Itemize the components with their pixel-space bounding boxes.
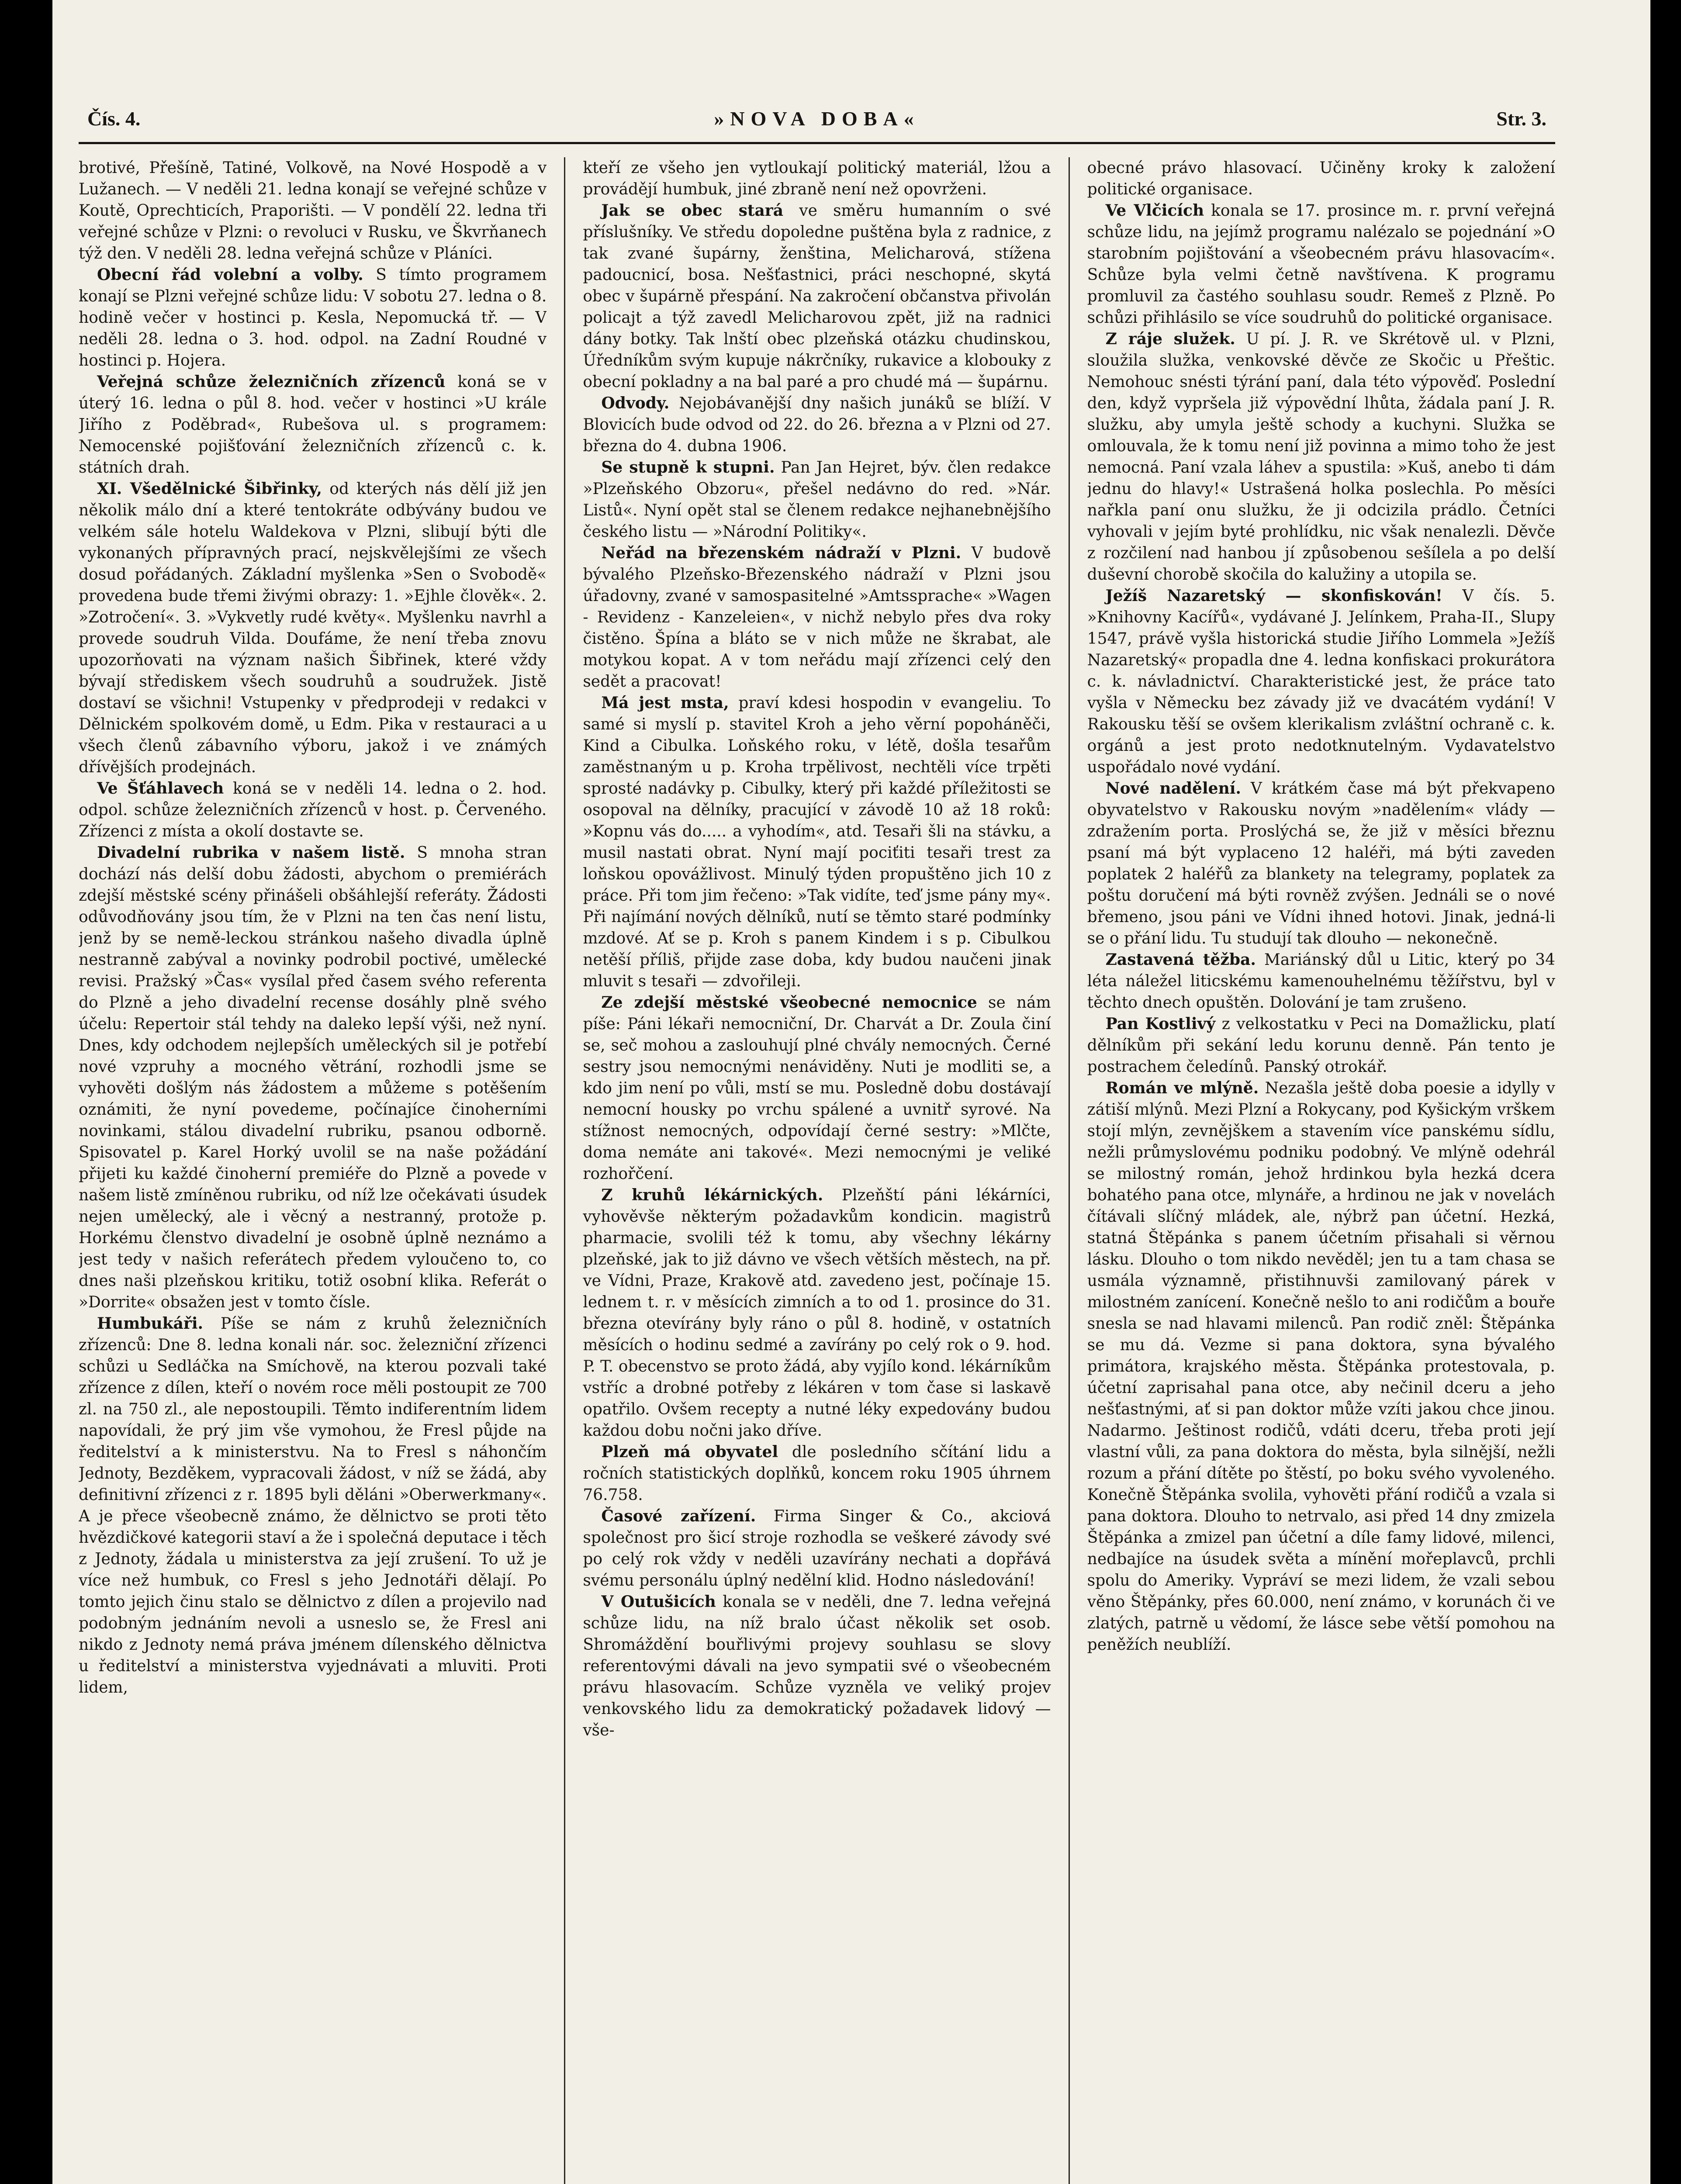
article xyxy=(1087,778,1555,949)
article-text: Firma Singer & Co., akciová společnost pro šicí stroje rozhodla se veškeré závody své po celý rok vždy v neděli uzavírány nechati a dopřává svému personálu úplný nedělní klid. Hodno následování! xyxy=(583,1507,1051,1590)
article-heading: Divadelní rubrika v našem listě. xyxy=(97,843,405,862)
scan-edge-right xyxy=(1650,0,1681,2184)
article-text: Mariánský důl u Litic, který po 34 léta náležel liticskému kamenouhelnému těžířstvu, byl v těchto dnech opuštěn. Dolování je tam zrušeno. xyxy=(1087,951,1555,1012)
article-text: V budově bývalého Plzeňsko-Březenského nádraží v Plzni jsou úřadovny, zvané v samospasitelné »Amtssprache« »Wagen - Revidenz - Kanzeleien«, v nichž nebylo přes dva roky čistěno. Špína a bláto se v nich může ne škrabat, ale motykou kopat. A v tom neřádu mají zřízenci celý den sedět a pracovat! xyxy=(583,544,1051,691)
article xyxy=(79,1313,546,1698)
article-heading: Ve Šťáhlavech xyxy=(97,779,224,798)
article-text: Nezašla ještě doba poesie a idylly v zátiší mlýnů. Mezi Plzní a Rokycany, pod Kyšickým vrškem stojí mlýn, zevnějškem a stavením více panskému sídlu, nežli průmyslovému podniku podobný. Ve mlýně odehrál se milostný román, jehož hrdinkou byla hezká dcera bohatého pana otce, mlynáře, a hrdinou ne jak v novelách čítávali slíčný mládek, ale, nýbrž pan účetní. Hezká, statná Štěpánka s panem účetním přisahali si věrnou lásku. Dlouho o tom nikdo nevěděl; jen tu a tam chasa se usmála významně, přistihnuvši zamilovaný párek v milostném zanícení. Konečně nešlo to ani rodičům a bouře snesla se nad hlavami milenců. Pan rodič zněl: Štěpánka se mu dá. Vezme si pana doktora, syna bývalého primátora, krajského města. Štěpánka protestovala, p. účetní zaprisahal pana otce, aby nečinil dceru a jeho nešťastnými, ať si pan doktor může vzíti jakou chce jinou. Nadarmo. Ještinost rodičů, vdáti dceru, třeba proti její vlastní vůli, za pana doktora do města, byla silnější, nežli rozum a přání dítěte po štěstí, po boku svého vyvoleného. Konečně Štěpánka svolila, vyhověti přání rodičů a vzala si pana doktora. Dlouho to netrvalo, asi před 14 dny zmizela Štěpánka a zmizel pan účetní a díle famy lidové, milenci, nedbajíce na úsudek světa a mínění mořeplavců, prchli spolu do Ameriky. Vypráví se mezi lidem, že vzali sebou věno Štěpánky, přes 60.000, není známo, v korunách či ve zlatých, patrně u vědomí, že lásce sebe větší pomohou na peněžích neublíží. xyxy=(1087,1079,1555,1654)
article xyxy=(583,543,1051,692)
article xyxy=(583,393,1051,457)
article-text: z velkostatku v Peci na Domažlicku, platí dělníkům při sekání ledu korunu denně. Pán tento je postrachem čeledínů. Panský otrokář. xyxy=(1087,1015,1555,1076)
page-header xyxy=(79,87,1555,144)
article-heading: Nové nadělení. xyxy=(1105,779,1241,798)
column-3 xyxy=(1087,157,1555,2184)
article xyxy=(1087,1013,1555,1078)
column-divider xyxy=(564,157,565,2184)
article xyxy=(583,1185,1051,1441)
article-text: ve směru humanním o své příslušníky. Ve středu dopoledne puštěna byla z radnice, z tak zvané šupárny, ženština, Melicharová, stížena padoucnicí, bosa. Nešťastnici, práci neschopné, skytá obec v šupárně přespání. Na zakročení občanstva přivolán policajt a týž zavedl Melicharovou zpět, již na radnici dány botky. Tak lnští obec plzeňská otázku chudinskou, Úředníkům svým kupuje nákrčníky, rukavice a klobouky z obecní pokladny a na bal paré a pro chudé má — šupárnu. xyxy=(583,202,1051,391)
article-text: V čís. 5. »Knihovny Kacířů«, vydávané J. Jelínkem, Praha-II., Slupy 1547, právě vyšla historická studie Jiřího Lommela »Ježíš Nazaretský« propadla dne 4. ledna konfiskaci prokurátora c. k. návladnictví. Charakteristické jest, že práce tato vyšla v Německu bez závady již ve dvacátém vydání! V Rakousku těší se ovšem klerikalism zvláštní ochraně c. k. orgánů a jest proto nedotknutelným. Vydavatelstvo uspořádalo nové vydání. xyxy=(1087,587,1555,776)
scan-edge-left xyxy=(0,0,52,2184)
article-text: obecné právo hlasovací. Učiněny kroky k založení politické organisace. xyxy=(1087,159,1555,198)
article-heading: Jak se obec stará xyxy=(601,201,784,220)
article-columns xyxy=(79,157,1555,2184)
article xyxy=(583,1506,1051,1591)
article xyxy=(79,371,546,478)
article-text: U pí. J. R. ve Skrétově ul. v Plzni, sloužila služka, venkovské děvče ze Skočic u Přeštic. Nemohouc snésti týrání paní, dala této výpověď. Poslední den, když vypršela již výpovědní lhůta, žádala paní J. R. služku, aby umyla ještě schody a kuchyni. Služka se omlouvala, že k tomu není již povinna a mimo toho že jest nemocná. Paní vzala láhev a spustila: »Kuš, anebo ti dám jednu do hlavy!« Ustrašená holka poslechla. Po měsíci nařkla paní onu služku, že ji odcizila prádlo. Četníci vyhovali v jejím byté prohlídku, nic však nenalezli. Děvče z rozčilení nad hanbou jí způsobenou sešílela a po delší duševní chorobě skočila do kalužiny a utopila se. xyxy=(1087,330,1555,584)
newspaper-page xyxy=(79,87,1555,2184)
article-text: V krátkém čase má být překvapeno obyvatelstvo v Rakousku novým »nadělením« vlády — zdražením porta. Proslýchá se, že již v měsíci březnu psaní má být vyplaceno 12 haléři, má býti zaveden poplatek 2 haléřů za blankety na telegramy, poplatek za poštu doručení má býti rovněž zvýšen. Jednáli se o nové břemeno, jsou páni ve Vídni ihned hotovi. Jinak, jedná-li se o přání lidu. Tu studují tak dlouho — nekonečně. xyxy=(1087,780,1555,947)
article-heading: Román ve mlýně. xyxy=(1105,1079,1259,1097)
article xyxy=(1087,328,1555,585)
article-text: od kterých nás dělí již jen několik málo dní a které tentokráte odbývány budou ve velkém sále hotelu Waldekova v Plzni, slibují býti dle vykonaných přípravných prací, nejskvělejšími ze všech dosud pořádaných. Základní myšlenka »Sen o Svobodě« provedena bude třemi živými obrazy: 1. »Ejhle člověk«. 2. »Zotročení«. 3. »Vykvetly rudé květy«. Myšlenku navrhl a provede soudruh Vilda. Doufáme, že není třeba znovu upozorňovati na význam našich Šibřinek, které vždy bývají střediskem všech soudruhů a soudružek. Jistě dostaví se všichni! Vstupenky v předprodeji v redakci v Dělnickém spolkovém domě, u Edm. Pika v restauraci a u všech členů zábavního výboru, jakož i ve známých dřívějších prodejnách. xyxy=(79,480,547,776)
column-1 xyxy=(79,157,546,2184)
article-heading: XI. Všedělnické Šibřinky, xyxy=(97,480,322,498)
article-heading: Ježíš Nazaretský — skonfiskován! xyxy=(1105,587,1442,605)
article-text: dle posledního sčítání lidu a ročních statistických doplňků, koncem roku 1905 úhrnem 76.758. xyxy=(583,1443,1051,1504)
article xyxy=(79,264,546,371)
article-text: konala se 17. prosince m. r. první veřejná schůze lidu, na jejímž programu nalézalo se pojednání »O starobním pojištování a všeobecném právu hlasovacím«. Schůze byla velmi četně navštívena. K programu promluvil za častého souhlasu soudr. Remeš z Plzně. Po schůzi přihlásilo se více soudruhů do politické organisace. xyxy=(1087,202,1555,327)
article-text: S tímto programem konají se Plzni veřejné schůze lidu: V sobotu 27. ledna o 8. hodině večer v hostinci p. Kesla, Nepomucká tř. — V neděli 28. ledna o 3. hod. odpol. na Zadní Roudné v hostinci p. Hojera. xyxy=(79,266,547,370)
column-2 xyxy=(583,157,1051,2184)
article-text: kteří ze všeho jen vytloukají politický materiál, lžou a provádějí humbuk, jiné zbraně není než opovrženi. xyxy=(583,159,1051,198)
article-text: Píše se nám z kruhů železničních zřízenců: Dne 8. ledna konali nár. soc. železniční zřízenci schůzi u Sedláčka na Smíchově, na kterou pozvali také zřízence z dílen, kteří o novém roce měli postoupit ze 700 zl. na 750 zl., ale nepostoupili. Těmto indiferentním lidem napovídali, že prý jim vše vymohou, že Fresl půjde na ředitelství a k ministerstvu. Na to Fresl s náhončím Jednoty, Bezděkem, vypracovali žádost, v níž se žádá, aby definitivní zřízenci z r. 1895 byli děláni »Oberwerkmany«. A je přece všeobecně známo, že dělnictvo se proti těto hvězdičkové kategorii staví a že i společná deputace i těch z Jednoty, žádala u ministerstva za její zrušení. To už je více než humbuk, co Fresl s jeho Jednotáři dělají. Po tomto jejich činu stalo se dělnictvo z dílen a projevilo nad podobným jednáním nevoli a usneslo se, že Fresl ani nikdo z Jednoty nemá práva jménem dílenského dělnictva u ředitelství a ministerstva vyjednávati a mluviti. Proti lidem, xyxy=(79,1315,547,1697)
article-text: praví kdesi hospodin v evangeliu. To samé si myslí p. stavitel Kroh a jeho věrní popoháněči, Kind a Cibulka. Loňského roku, v létě, došla tesařům zaměstnaným u p. Kroha trpělivost, nechtěli více trpěti sprosté nadávky p. Cibulky, který při každé příležitosti se osopoval na dělníky, pracující v závodě 10 až 18 roků: »Kopnu vás do..... a vyhodím«, atd. Tesaři šli na stávku, a musil nastati obrat. Nyní mají pociťiti tesaři trest za loňskou opovážlivost. Minulý týden propuštěno jich 10 z práce. Při tom jim řečeno: »Tak vidíte, teď jsme pány my«. Při najímání nových dělníků, nutí se těmto staré podmínky mzdové. Ať se p. Kroh s panem Kindem i s p. Cibulkou netěší příliš, přijde zase doba, kdy budou naučeni jinak mluvit s tesaři — zdvořileji. xyxy=(583,694,1051,990)
article-text: konala se v neděli, dne 7. ledna veřejná schůze lidu, na níž bralo účast několik set osob. Shromáždění bouřlivými projevy souhlasu se slovy referentovými dávali na jevo sympatii své o všeobecném právu hlasovacím. Schůze vyzněla ve veliký projev venkovského lidu za demokratický požadavek lidový — vše- xyxy=(583,1593,1051,1739)
article-heading: Pan Kostlivý xyxy=(1105,1015,1216,1033)
article xyxy=(79,778,546,842)
article-heading: Má jest msta, xyxy=(601,694,729,712)
article xyxy=(583,1591,1051,1741)
article xyxy=(1087,1078,1555,1655)
article-heading: Časové zařízení. xyxy=(601,1507,756,1525)
issue-number: Čís. 4. xyxy=(87,107,141,130)
article-heading: Zastavená těžba. xyxy=(1105,950,1256,969)
article xyxy=(583,457,1051,543)
article-heading: Se stupně k stupni. xyxy=(601,458,775,477)
page-number: Str. 3. xyxy=(1496,107,1546,130)
article xyxy=(1087,585,1555,778)
article xyxy=(1087,949,1555,1013)
article-heading: Plzeň má obyvatel xyxy=(601,1443,778,1461)
article-text: koná se v úterý 16. ledna o půl 8. hod. večer v hostinci »U krále Jiřího z Poděbrad«, Rubešova ul. s programem: Nemocenské pojišťování železničních zřízenců c. k. státních drah. xyxy=(79,373,547,477)
article xyxy=(583,1441,1051,1506)
article-text: koná se v neděli 14. ledna o 2. hod. odpol. schůze železničních zřízenců v host. p. Červeného. Zřízenci z místa a okolí dostavte se. xyxy=(79,780,547,840)
article xyxy=(1087,200,1555,328)
article-heading: Odvody. xyxy=(601,394,670,412)
article-heading: Ve Vlčicích xyxy=(1105,201,1204,220)
article-text: brotivé, Přešíně, Tatiné, Volkově, na Nové Hospodě a v Lužanech. — V neděli 21. ledna konají se veřejné schůze v Koutě, Oprechticích, Praporišti. — V pondělí 22. ledna tři veřejné schůze v Plzni: o revoluci v Rusku, ve Škvrňanech týž den. V neděli 28. ledna veřejná schůze v Pláníci. xyxy=(79,159,547,263)
column-divider xyxy=(1069,157,1070,2184)
article-heading: Humbukáři. xyxy=(97,1314,204,1333)
article-text: Pan Jan Hejret, býv. člen redakce »Plzeňského Obzoru«, přešel nedávno do red. »Nár. Listů«. Nyní opět stal se členem redakce nejhanebnějšího českého listu — »Národní Politiky«. xyxy=(583,459,1051,541)
article-heading: Veřejná schůze železničních zřízenců xyxy=(97,373,446,391)
article xyxy=(79,842,546,1313)
article-text: Plzeňští páni lékárníci, vyhověvše některým požadavkům kondicin. magistrů pharmacie, svolili též k tomu, aby všechny lékárny plzeňské, jak to již dávno ve všech větších městech, na př. ve Vídni, Praze, Krakově atd. zavedeno jest, počínaje 15. lednem t. r. v měsících zimních a to od 1. prosince do 31. března otevírány byly ráno o půl 8. hodině, v ostatních měsících o hodinu sedmé a zavírány po celý rok o 9. hod. P. T. obecenstvo se proto žádá, aby vyjílo kond. lékárníkům vstříc a drobné potřeby z lékáren v tom čase si laskavě opatřilo. Ovšem recepty a nutné léky expedovány budou každou dobu nočni jako dříve. xyxy=(583,1186,1051,1440)
article xyxy=(583,692,1051,992)
article-heading: V Outušicích xyxy=(601,1593,716,1611)
article-text: S mnoha stran dochází nás delší dobu žádosti, abychom o premiérách zdejší městské scény přinášeli obšáhlejší referáty. Žádosti odůvodňovány jsou tím, že v Plzni na ten čas není listu, jenž by se nemě-leckou stránkou našeho divadla úplně nestranně zabýval a novinky podrobil poctivé, umělecké revisi. Pražský »Čas« vysílal před časem svého referenta do Plzně a jeho divadelní recense dosáhly plně svého účelu: Repertoir stál tehdy na daleko lepší výši, než nyní. Dnes, kdy odchodem nejlepších uměleckých sil je potřebí nové vzpruhy a mocného větrání, rozhodli jsme se vyhověti došlým nás žádostem a můžeme s potěšením oznámiti, že nyní povedeme, počínajíce činoherními novinkami, stálou divadelní rubriku, psanou odborně. Spisovatel p. Karel Horký uvolil se na naše požádání přijeti ku každé činoherní premiéře do Plzně a povede v našem listě zmíněnou rubriku, od níž lze očekávati úsudek nejen umělecký, ale i věcný a nestranný, protože p. Horkému členstvo divadelní je osobně úplně neznámo a jest tedy v našich referátech předem vyloučeno to, co dnes naši plzeňskou kritiku, totiž osobní klika. Referát o »Dorrite« obsažen jest v tomto čísle. xyxy=(79,844,547,1311)
article-heading: Z kruhů lékárnických. xyxy=(601,1186,823,1204)
article-heading: Obecní řád volební a volby. xyxy=(97,266,363,284)
article-text: Nejobávanější dny našich junáků se blíží. V Blovicích bude odvod od 22. do 26. března a v Plzni od 27. března do 4. dubna 1906. xyxy=(583,394,1051,455)
article-heading: Neřád na březenském nádraží v Plzni. xyxy=(601,544,962,562)
article-heading: Ze zdejší městské všeobecné nemocnice xyxy=(601,993,977,1012)
article-heading: Z ráje služek. xyxy=(1105,330,1235,348)
header-rule xyxy=(79,142,1555,144)
article xyxy=(583,992,1051,1185)
newspaper-title: »NOVA DOBA« xyxy=(714,107,920,130)
article xyxy=(583,200,1051,393)
article xyxy=(79,478,546,778)
article-text: se nám píše: Páni lékaři nemocniční, Dr. Charvát a Dr. Zoula činí se, seč mohou a zaslouhují plné chvály nemocných. Černé sestry jsou nemocnými nenáviděny. Nuti je modliti se, a kdo jim není po vůli, mstí se mu. Posledně dobu dostávají nemocní housky po vrchu spálené a uvnitř syrové. Na stížnost nemocných, odpovídají černé sestry: »Mlčte, doma nemáte ani takové«. Mezi nemocnými je veliké rozhořčení. xyxy=(583,994,1051,1183)
